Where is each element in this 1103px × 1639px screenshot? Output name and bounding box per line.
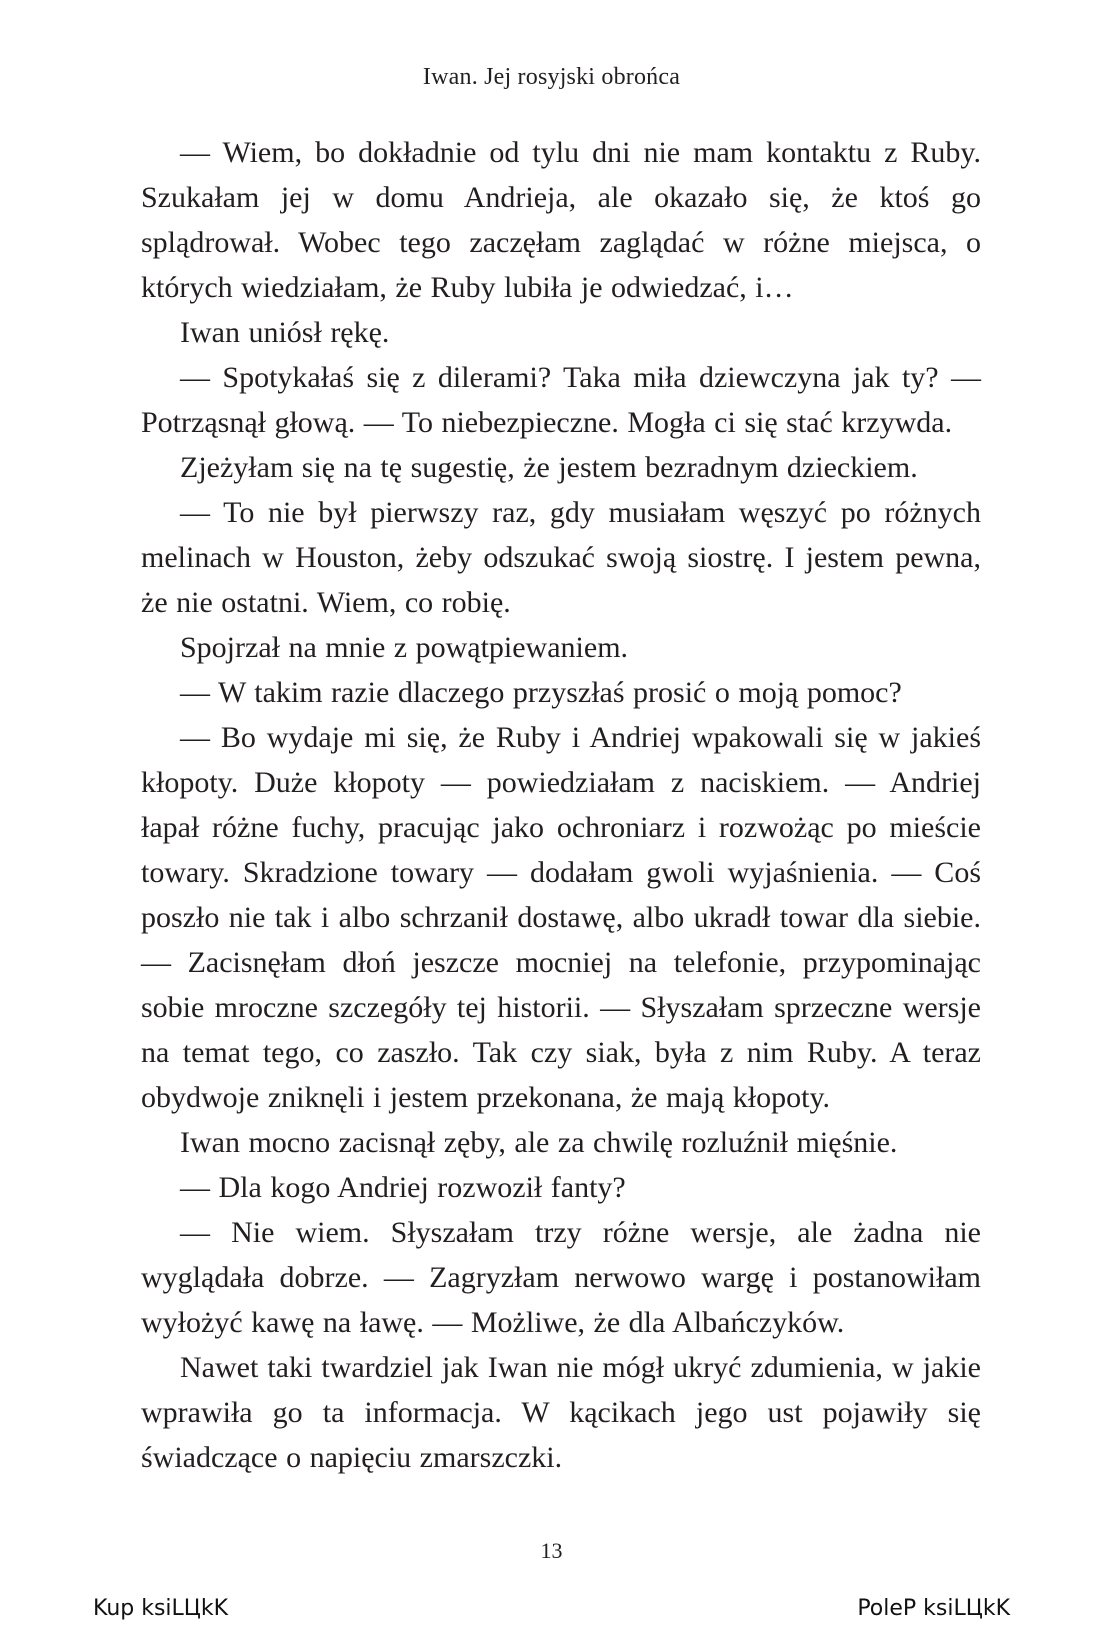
paragraph: Iwan mocno zacisnął zęby, ale za chwilę rozluźnił mięśnie. [180,1126,898,1159]
paragraph: — Dla kogo Andriej rozwoził fanty? [180,1171,626,1204]
body-text [141,130,981,1480]
paragraph: Nawet taki twardziel jak Iwan nie mógł ukryć zdumienia, w jakie wprawiła go ta informacja. W kącikach jego ust pojawiły się świadczące o napięciu zmarszczki. [141,1351,981,1474]
running-header: Iwan. Jej rosyjski obrońca [422,64,681,90]
paragraph: — W takim razie dlaczego przyszłaś prosić o moją pomoc? [180,676,902,709]
paragraph: Zjeżyłam się na tę sugestię, że jestem bezradnym dzieckiem. [180,451,918,484]
paragraph: — Wiem, bo dokładnie od tylu dni nie mam kontaktu z Ruby. Szukałam jej w domu Andrieja, ale okazało się, że ktoś go splądrował. Wobec tego zaczęłam zaglądać w różne miejsca, o których wiedziałam, że Ruby lubiła je odwiedzać, i… [141,136,981,304]
paragraph: Iwan uniósł rękę. [180,316,390,349]
paragraph: — Nie wiem. Słyszałam trzy różne wersje, ale żadna nie wyglądała dobrze. — Zagryzłam nerwowo wargę i postanowiłam wyłożyć kawę na ławę. — Możliwe, że dla Albańczyków. [141,1216,981,1339]
paragraph: Spojrzał na mnie z powątpiewaniem. [180,631,629,664]
paragraph: — Spotykałaś się z dilerami? Taka miła dziewczyna jak ty? — Potrząsnął głową. — To niebezpieczne. Mogła ci się stać krzywda. [141,361,981,439]
buy-book-link[interactable]: Kup ksiLЦkK [93,1596,229,1621]
recommend-book-link[interactable]: PoleP ksiLЦkK [857,1596,1010,1621]
paragraph: — To nie był pierwszy raz, gdy musiałam węszyć po różnych melinach w Houston, żeby odszukać swoją siostrę. I jestem pewna, że nie ostatni. Wiem, co robię. [141,496,981,619]
page-number: 13 [540,1538,563,1563]
paragraph: — Bo wydaje mi się, że Ruby i Andriej wpakowali się w jakieś kłopoty. Duże kłopoty — powiedziałam z naciskiem. — Andriej łapał różne fuchy, pracując jako ochroniarz i rozwożąc po mieście towary. Skradzione towary — dodałam gwoli wyjaśnienia. — Coś poszło nie tak i albo schrzanił dostawę, albo ukradł towar dla siebie. — Zacisnęłam dłoń jeszcze mocniej na telefonie, przypominając sobie mroczne szczegóły tej historii. — Słyszałam sprzeczne wersje na temat tego, co zaszło. Tak czy siak, była z nim Ruby. A teraz obydwoje zniknęli i jestem przekonana, że mają kłopoty. [141,721,981,1114]
